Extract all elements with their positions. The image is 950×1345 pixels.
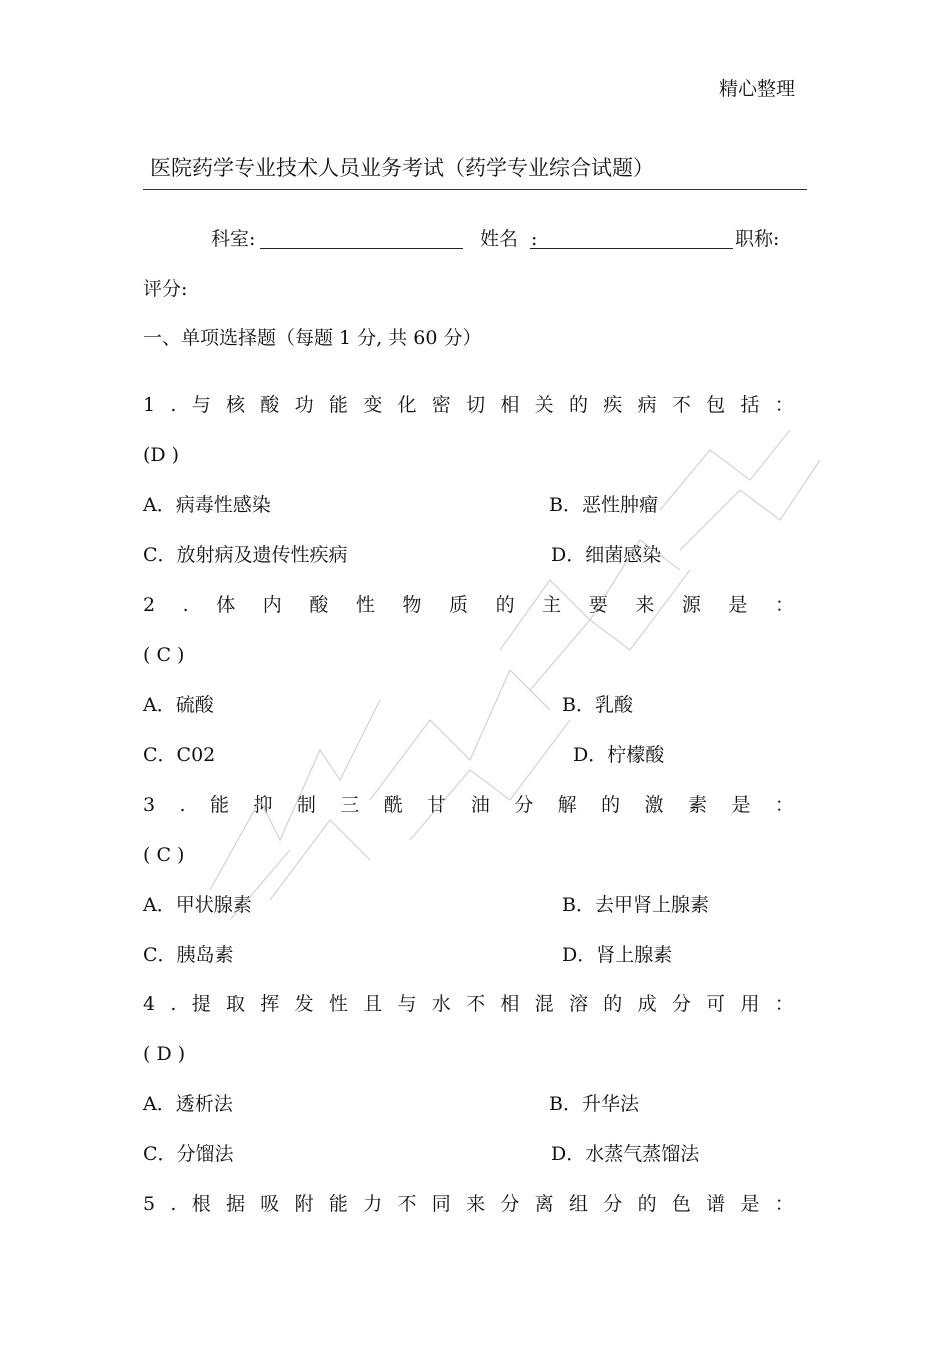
question-number: 2 — [143, 594, 156, 616]
question-number: 1 — [143, 394, 156, 416]
question-char: 且 — [363, 993, 383, 1015]
question-number: 3 — [143, 794, 156, 816]
title-divider — [143, 189, 807, 190]
question-char: 的 — [495, 594, 515, 616]
answer-key: (D ) — [143, 444, 180, 466]
question-char: ： — [774, 394, 794, 416]
answer-key: ( D ) — [143, 1043, 186, 1065]
question-char: 是 — [731, 794, 751, 816]
question-char: 密 — [431, 394, 451, 416]
question-number-dot: . — [170, 993, 177, 1015]
name-field-line — [530, 248, 733, 249]
question-char: 与 — [191, 394, 211, 416]
question-char: 性 — [328, 993, 348, 1015]
question-char: 溶 — [568, 993, 588, 1015]
question-char: 的 — [568, 394, 588, 416]
question-char: 是 — [728, 594, 748, 616]
option-d: D．细菌感染 — [551, 544, 662, 566]
question-number: 5 — [143, 1193, 156, 1215]
question-char: 关 — [534, 394, 554, 416]
option-d: D．柠檬酸 — [573, 744, 665, 766]
question-char: 酸 — [260, 394, 280, 416]
question-char: 可 — [706, 993, 726, 1015]
question-char: 水 — [431, 993, 451, 1015]
option-a: A．甲状腺素 — [143, 894, 252, 916]
question-char: 功 — [294, 394, 314, 416]
dept-field-line — [260, 248, 463, 249]
question-line — [143, 592, 794, 618]
question-char: ： — [774, 993, 794, 1015]
question-char: 化 — [397, 394, 417, 416]
question-char: 要 — [588, 594, 608, 616]
question-char: 质 — [449, 594, 469, 616]
option-d: D．水蒸气蒸馏法 — [551, 1143, 700, 1165]
question-char: 制 — [296, 794, 316, 816]
question-char: 是 — [740, 1193, 760, 1215]
answer-key: ( C ) — [143, 644, 185, 666]
question-char: 来 — [635, 594, 655, 616]
question-char: 离 — [534, 1193, 554, 1215]
answer-key: ( C ) — [143, 844, 185, 866]
question-char: 分 — [500, 1193, 520, 1215]
question-char: 括 — [740, 394, 760, 416]
question-char: 挥 — [260, 993, 280, 1015]
question-char: 病 — [637, 394, 657, 416]
question-char: 提 — [191, 993, 211, 1015]
option-c: C．胰岛素 — [143, 944, 234, 966]
question-char: 成 — [637, 993, 657, 1015]
question-char: 主 — [542, 594, 562, 616]
question-char: 的 — [601, 794, 621, 816]
question-char: 色 — [671, 1193, 691, 1215]
question-char: 发 — [294, 993, 314, 1015]
question-number-dot: . — [182, 594, 189, 616]
question-char: 分 — [603, 1193, 623, 1215]
question-char: 激 — [644, 794, 664, 816]
question-char: 抑 — [253, 794, 273, 816]
question-char: 用 — [740, 993, 760, 1015]
question-number: 4 — [143, 993, 156, 1015]
name-label: 姓名 — [480, 228, 519, 250]
option-c: C．放射病及遗传性疾病 — [143, 544, 348, 566]
question-char: 物 — [402, 594, 422, 616]
question-char: 的 — [603, 993, 623, 1015]
option-a: A．病毒性感染 — [143, 494, 271, 516]
question-char: 相 — [500, 394, 520, 416]
question-char: 组 — [568, 1193, 588, 1215]
dept-label: 科室: — [211, 228, 256, 250]
question-char: 分 — [671, 993, 691, 1015]
question-char: 体 — [216, 594, 236, 616]
question-char: 不 — [466, 993, 486, 1015]
option-d: D．肾上腺素 — [562, 944, 673, 966]
option-b: B．乳酸 — [562, 694, 633, 716]
question-char: 性 — [355, 594, 375, 616]
question-char: 酸 — [309, 594, 329, 616]
question-char: 力 — [363, 1193, 383, 1215]
option-b: B．升华法 — [549, 1093, 639, 1115]
question-char: ： — [774, 794, 794, 816]
question-char: 取 — [226, 993, 246, 1015]
question-char: 疾 — [603, 394, 623, 416]
question-char: 内 — [262, 594, 282, 616]
question-char: 能 — [328, 394, 348, 416]
question-line — [143, 792, 794, 818]
question-char: 混 — [534, 993, 554, 1015]
question-number-dot: . — [170, 394, 177, 416]
question-number-dot: . — [179, 794, 186, 816]
name-colon: : — [531, 228, 538, 250]
question-char: 来 — [466, 1193, 486, 1215]
title-label: 职称: — [735, 228, 780, 250]
question-line — [143, 392, 794, 418]
option-b: B．去甲肾上腺素 — [562, 894, 709, 916]
question-char: 油 — [470, 794, 490, 816]
option-b: B．恶性肿瘤 — [549, 494, 658, 516]
question-char: 酰 — [383, 794, 403, 816]
question-char: 根 — [191, 1193, 211, 1215]
question-char: 相 — [500, 993, 520, 1015]
question-char: 能 — [328, 1193, 348, 1215]
question-char: 切 — [466, 394, 486, 416]
question-char: 三 — [340, 794, 360, 816]
question-char: 不 — [671, 394, 691, 416]
question-char: 能 — [210, 794, 230, 816]
question-char: 据 — [226, 1193, 246, 1215]
question-char: 不 — [397, 1193, 417, 1215]
question-char: ： — [774, 594, 794, 616]
document-title: 医院药学专业技术人员业务考试（药学专业综合试题） — [150, 156, 654, 180]
question-char: 附 — [294, 1193, 314, 1215]
question-char: 核 — [226, 394, 246, 416]
question-char: ： — [774, 1193, 794, 1215]
option-a: A．硫酸 — [143, 694, 214, 716]
section-heading: 一、单项选择题（每题 1 分, 共 60 分） — [143, 327, 482, 349]
score-label: 评分: — [143, 278, 188, 300]
question-char: 变 — [363, 394, 383, 416]
question-line — [143, 1191, 794, 1217]
question-char: 的 — [637, 1193, 657, 1215]
question-char: 吸 — [260, 1193, 280, 1215]
header-note: 精心整理 — [719, 78, 796, 100]
question-char: 素 — [688, 794, 708, 816]
question-char: 同 — [431, 1193, 451, 1215]
question-char: 源 — [681, 594, 701, 616]
question-char: 与 — [397, 993, 417, 1015]
option-a: A．透析法 — [143, 1093, 233, 1115]
question-line — [143, 991, 794, 1017]
question-char: 分 — [514, 794, 534, 816]
question-char: 解 — [557, 794, 577, 816]
question-char: 包 — [706, 394, 726, 416]
option-c: C．分馏法 — [143, 1143, 234, 1165]
question-char: 谱 — [706, 1193, 726, 1215]
question-number-dot: . — [170, 1193, 177, 1215]
question-char: 甘 — [427, 794, 447, 816]
option-c: C．C02 — [143, 744, 216, 766]
